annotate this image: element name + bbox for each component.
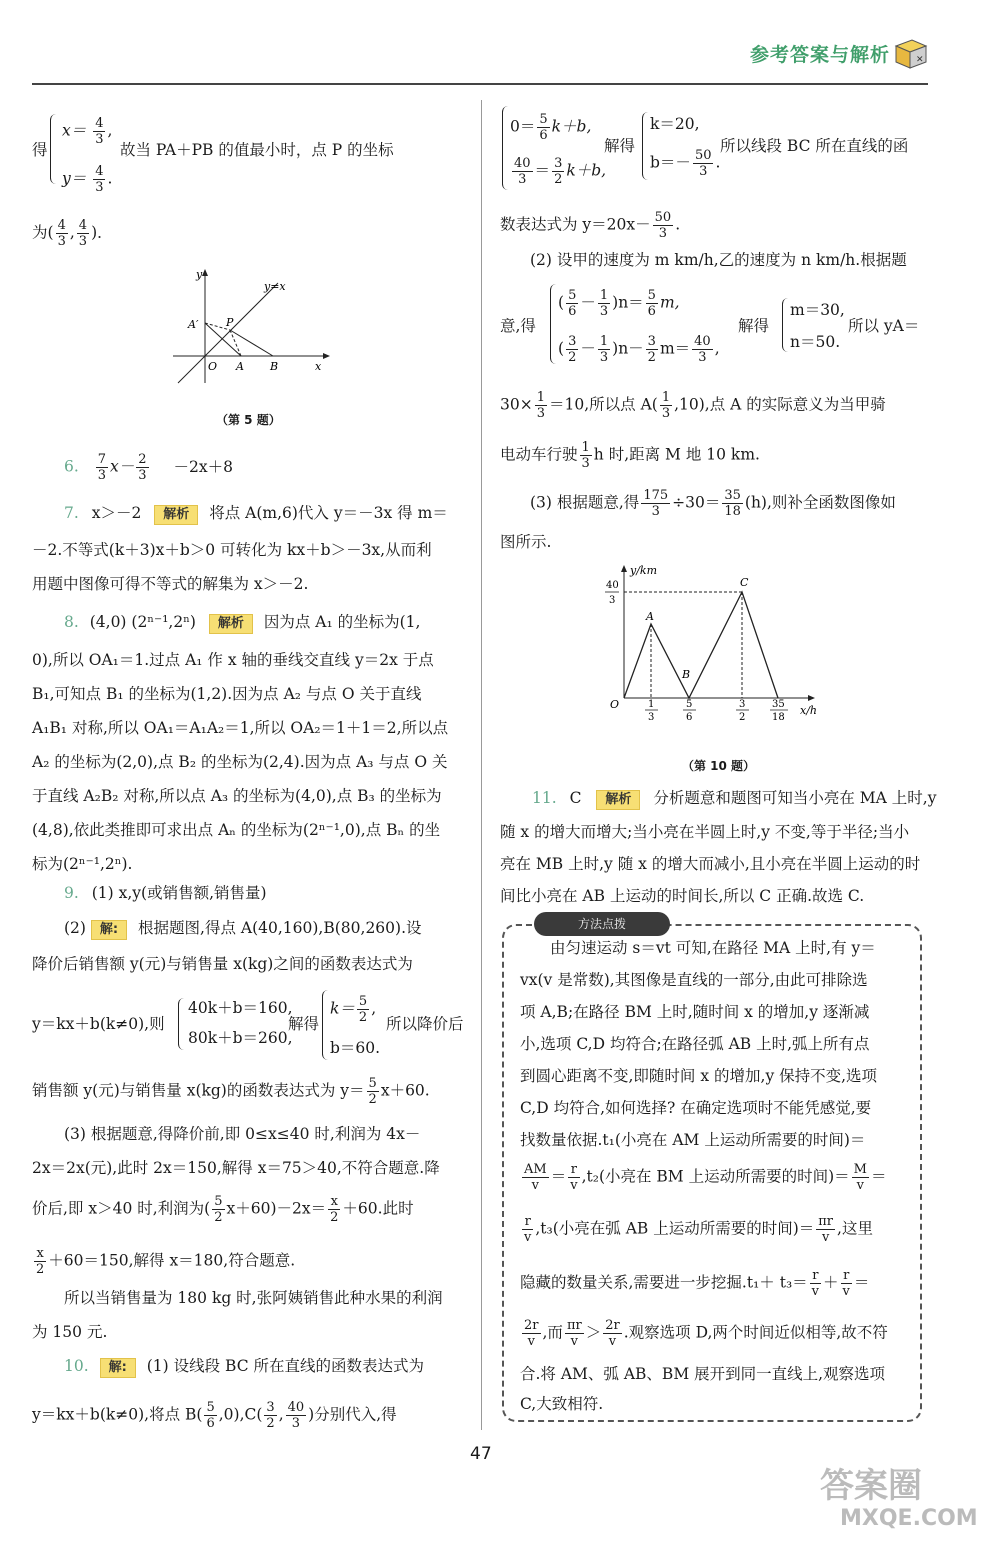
analysis-tag: 解析 [596, 790, 640, 810]
text-line: A₁B₁ 对称,所以 OA₁＝A₁A₂＝1,所以 OA₂＝1＋1＝2,所以点 [32, 719, 449, 737]
q8-line: 8. (4,0) (2ⁿ⁻¹,2ⁿ) 解析 因为点 A₁ 的坐标为(1, [64, 612, 420, 634]
fig10-tick: 35 [772, 699, 785, 710]
fig5-label-p: P [226, 316, 234, 329]
fig10-tick: 3 [609, 595, 616, 606]
text-line: －2.不等式(k＋3)x＋b＞0 可转化为 kx＋b＞－3x,从而利 [32, 541, 432, 559]
text-line: 于直线 A₂B₂ 对称,所以点 A₃ 的坐标为(4,0),点 B₃ 的坐标为 [32, 787, 442, 805]
text-line: (4,8),依此类推即可求出点 Aₙ 的坐标为(2ⁿ⁻¹,0),点 Bₙ 的坐 [32, 821, 441, 839]
text-line: 所以 yA＝ [848, 317, 920, 335]
eq-line: $\frac{40}{3}$ ＝ $\frac{3}{2}$ k＋b, [514, 156, 607, 187]
tip-line: C,大致相符. [520, 1395, 604, 1413]
fig5-caption: （第 5 题） [216, 413, 281, 427]
text-line: 解得 [738, 317, 770, 335]
fig10-xlabel: x/h [800, 704, 817, 717]
text-line: 所以当销售量为 180 kg 时,张阿姨销售此种水果的利润 [64, 1289, 443, 1307]
tip-line: $\frac{AM}{v}$ ＝ $\frac{r}{v}$ ,t₂(小亮在 BM 上运动所需要的时间)＝ $\frac{M}{v}$ ＝ [524, 1162, 887, 1193]
eq-line: k＝ $\frac{5}{2}$ , [330, 994, 377, 1025]
eq-line: 0＝ $\frac{5}{6}$ k＋b, [510, 112, 592, 143]
text-line: 得 [32, 141, 48, 159]
text-line: 解得 [288, 1015, 320, 1033]
tip-line: 合.将 AM、弧 AB、BM 展开到同一直线上,观察选项 [520, 1365, 886, 1383]
text-line: (3) 根据题意,得降价前,即 0≤x≤40 时,利润为 4x－ [64, 1125, 421, 1143]
text-line: 2x＝2x(元),此时 2x＝150,解得 x＝75＞40,不符合题意.降 [32, 1159, 440, 1177]
page-number: 47 [470, 1444, 492, 1464]
figure-10 [596, 562, 836, 724]
text-line: 图所示. [500, 533, 552, 551]
watermark-brand: 答案圈 [820, 1466, 922, 1506]
eq-line: 80k＋b＝260, [188, 1029, 293, 1047]
eq-y: y＝ [62, 169, 87, 188]
text-line: y＝kx＋b(k≠0),则 [32, 1015, 165, 1033]
tip-line: 隐藏的数量关系,需要进一步挖掘.t₁＋ t₃＝ $\frac{r}{v}$ ＋ $\frac{r}{v}$ ＝ [520, 1268, 870, 1299]
q9-1-line: 9. (1) x,y(或销售额,销售量) [64, 884, 267, 902]
text-line: 亮在 MB 上时,y 随 x 的增大而减小,且小亮在半圆上运动的时 [500, 855, 921, 873]
fig10-label-c: C [740, 576, 749, 589]
tip-line: $\frac{2r}{v}$ ,而 $\frac{\pi r}{v}$ ＞ $\frac{2r}{v}$ .观察选项 D,两个时间近似相等,故不符 [524, 1318, 888, 1349]
text-line: 销售额 y(元)与销售量 x(kg)的函数表达式为 y＝ $\frac{5}{2}$ x＋60. [32, 1076, 430, 1107]
fig10-tick: 40 [606, 580, 619, 591]
text-line: B₁,可知点 B₁ 的坐标为(1,2).因为点 A₂ 与点 O 关于直线 [32, 685, 422, 703]
fig5-label-a: A [236, 360, 244, 373]
eq-line: b＝－ $\frac{50}{3}$ . [650, 148, 721, 179]
text-line: 数表达式为 y＝20x－ $\frac{50}{3}$ . [500, 210, 681, 241]
tip-line: 到圆心距离不变,即随时间 x 的增加,y 保持不变,选项 [520, 1067, 878, 1085]
eq-line: k＝20, [650, 115, 700, 133]
text-line: 为( $\frac{4}{3}$ , $\frac{4}{3}$ )． [32, 218, 113, 249]
fig10-caption: （第 10 题） [682, 759, 756, 773]
text-line: 间比小亮在 AB 上运动的时间长,所以 C 正确.故选 C. [500, 887, 865, 905]
fig10-tick: 3 [739, 699, 746, 710]
fig5-label-o: O [208, 360, 218, 373]
text-line: (3) 根据题意,得 $\frac{175}{3}$ ÷30＝ $\frac{35}{18}$ (h),则补全函数图像如 [530, 488, 896, 519]
solution-tag: 解: [100, 1358, 136, 1378]
tip-line: vx(v 是常数),其图像是直线的一部分,由此可排除选 [520, 971, 868, 989]
analysis-tag: 解析 [209, 614, 253, 634]
text-line: A₂ 的坐标为(2,0),点 B₂ 的坐标为(2,4).因为点 A₃ 与点 O 关 [32, 753, 448, 771]
fig10-ylabel: y/km [630, 564, 658, 577]
fig5-label-x: x [315, 360, 322, 373]
text-line: 随 x 的增大而增大;当小亮在半圆上时,y 不变,等于半径;当小 [500, 823, 910, 841]
eq-line: n＝50. [790, 333, 841, 351]
eq-line: 40k＋b＝160, [188, 999, 293, 1017]
fig10-tick: 5 [686, 699, 693, 710]
fig10-tick: 3 [648, 712, 655, 723]
fig5-label-y: y [196, 268, 203, 281]
text-line: 为 150 元. [32, 1323, 108, 1341]
text-line: $\frac{x}{2}$ ＋60＝150,解得 x＝180,符合题意. [36, 1246, 296, 1277]
q7-line: 7. x＞－2 解析 将点 A(m,6)代入 y＝－3x 得 m＝ [64, 503, 448, 525]
text-line: 降价后销售额 y(元)与销售量 x(kg)之间的函数表达式为 [32, 955, 413, 973]
text-line: 所以降价后 [386, 1015, 464, 1033]
text-line: 所以线段 BC 所在直线的函 [720, 137, 909, 155]
text-line: 价后,即 x＞40 时,利润为( $\frac{5}{2}$ x＋60)－2x＝ $\frac{x}{2}$ ＋60.此时 [32, 1194, 414, 1225]
analysis-tag: 解析 [154, 505, 198, 525]
text-line: 0),所以 OA₁＝1.过点 A₁ 作 x 轴的垂线交直线 y＝2x 于点 [32, 651, 434, 669]
fig10-tick: 1 [648, 699, 655, 710]
fig5-label-yx: y=x [264, 280, 286, 293]
eq-line: m＝30, [790, 301, 845, 319]
text-line: 用题中图像可得不等式的解集为 x＞－2. [32, 575, 309, 593]
header-title: 参考答案与解析 [749, 44, 890, 66]
fig5-label-b: B [270, 360, 279, 373]
fig10-tick: 18 [772, 712, 785, 723]
q10-line: 10. 解: (1) 设线段 BC 所在直线的函数表达式为 [64, 1356, 424, 1378]
text-line: 电动车行驶 $\frac{1}{3}$ h 时,距离 M 地 10 km. [500, 440, 760, 471]
frac-4-3: $\frac{4}{3}$ [95, 116, 104, 147]
text-line: 解得 [604, 137, 636, 155]
text-line: 故当 PA＋PB 的值最小时，点 P 的坐标 [120, 141, 394, 159]
fig10-tick: 6 [686, 712, 693, 723]
text-line: 30× $\frac{1}{3}$ ＝10,所以点 A( $\frac{1}{3}$ ,10),点 A 的实际意义为当甲骑 [500, 390, 886, 421]
eq-line: ( $\frac{5}{6}$ － $\frac{1}{3}$ )n＝ $\frac{5}{6}$ m, [558, 288, 680, 319]
tip-line: 找数量依据.t₁(小亮在 AM 上运动所需要的时间)＝ [520, 1131, 866, 1149]
q6-line: 6. $\frac{7}{3}$ x－ $\frac{2}{3}$ －2x＋8 [64, 452, 233, 483]
tip-line: 由匀速运动 s＝vt 可知,在路径 MA 上时,有 y＝ [550, 939, 876, 957]
fig5-label-a1: A′ [188, 318, 199, 331]
tip-badge: 方法点拨 [534, 912, 670, 936]
q9-2-line: (2) 解: 根据题图,得点 A(40,160),B(80,260).设 [64, 918, 422, 940]
fig10-label-o: O [610, 698, 620, 711]
text-line: 标为(2ⁿ⁻¹,2ⁿ). [32, 855, 133, 873]
text-line: 意,得 [500, 317, 536, 335]
fig10-tick: 2 [739, 712, 746, 723]
eq-x: x＝ [62, 121, 87, 140]
left-column: x＝ $\frac{4}{3}$ , 得 故当 PA＋PB 的值最小时，点 P 的坐标 y＝ $\frac{4}{3}$ . 为( $\frac{4}{3}$ , $\frac{4}{3}$ )． y y=x A′ P O A B x （第 5 题） 6. $\frac{7}{3}$ x－ $\frac{2}{3}$ －2x＋8 7. x＞－2 解析 将点 A(m,6)代入 y＝－3x 得 m＝ －2.不等式(k＋3)x＋b＞0 可转化为 kx＋b＞－3x,从而利 用题中图像可得不等式的解集为 x＞－2. 8. (4,0) (2ⁿ⁻¹,2ⁿ) 解析 因为点 A₁ 的坐标为(1, 0),所以 OA₁＝1.过点 A₁ 作 x 轴的垂线交直线 y＝2x 于点 B₁,可知点 B₁ 的坐标为(1,2).因为点 A₂ 与点 O 关于直线 A₁B₁ 对称,所以 OA₁＝A₁A₂＝1,所以 OA₂＝1＋1＝2,所以点 A₂ 的坐标为(2,0),点 B₂ 的坐标为(2,4).因为点 A₃ 与点 O 关 于直线 A₂B₂ 对称,所以点 A₃ 的坐标为(4,0),点 B₃ 的坐标为 (4,8),依此类推即可求出点 Aₙ 的坐标为(2ⁿ⁻¹,0),点 Bₙ 的坐 标为(2ⁿ⁻¹,2ⁿ). 9. (1) x,y(或销售额,销售量) (2) 解: 根据题图,得点 A(40,160),B(80,260).设 降价后销售额 y(元)与销售量 x(kg)之间的函数表达式为 y＝kx＋b(k≠0),则 40k＋b＝160, 80k＋b＝260, 解得 k＝ $\frac{5}{2}$ , b＝60. 所以降价后 销售额 y(元)与销售量 x(kg)的函数表达式为 y＝ $\frac{5}{2}$ x＋60. (3) 根据题意,得降价前,即 0≤x≤40 时,利润为 4x－ 2x＝2x(元),此时 2x＝150,解得 x＝75＞40,不符合题意.降 价后,即 x＞40 时,利润为( $\frac{5}{2}$ x＋60)－2x＝ $\frac{x}{2}$ ＋60.此时 $\frac{x}{2}$ ＋60＝150,解得 x＝180,符合题意. 所以当销售量为 180 kg 时,张阿姨销售此种水果的利润 为 150 元. 10. 解: (1) 设线段 BC 所在直线的函数表达式为 y＝kx＋b(k≠0),将点 B( $\frac{5}{6}$ ,0),C( $\frac{3}{2}$ , $\frac{40}{3}$ )分别代入,得 [32, 116, 464, 1431]
tip-line: 项 A,B;在路径 BM 上时,随时间 x 的增加,y 逐渐减 [520, 1003, 870, 1021]
tip-line: $\frac{r}{v}$ ,t₃(小亮在弧 AB 上运动所需要的时间)＝ $\frac{\pi r}{v}$ ,这里 [524, 1214, 873, 1245]
frac-4-3: $\frac{4}{3}$ [95, 164, 104, 195]
tip-line: C,D 均符合,如何选择? 在确定选项时不能凭感觉,要 [520, 1099, 872, 1117]
q11-line: 11. C 解析 分析题意和题图可知当小亮在 MA 上时,y [532, 788, 936, 810]
solution-tag: 解: [91, 920, 127, 940]
tip-line: 小,选项 C,D 均符合;在路径弧 AB 上时,弧上所有点 [520, 1035, 870, 1053]
watermark-url: MXQE.COM [840, 1506, 978, 1531]
eq-line: ( $\frac{3}{2}$ － $\frac{1}{3}$ )n－ $\frac{3}{2}$ m＝ $\frac{40}{3}$ , [558, 334, 720, 365]
fig10-label-b: B [682, 668, 691, 681]
fig10-label-a: A [646, 610, 654, 623]
text-line: y＝kx＋b(k≠0),将点 B( $\frac{5}{6}$ ,0),C( $\frac{3}{2}$ , $\frac{40}{3}$ )分别代入,得 [32, 1400, 397, 1431]
svg-text:✕: ✕ [916, 55, 924, 65]
eq-line: b＝60. [330, 1039, 381, 1057]
text-line: (2) 设甲的速度为 m km/h,乙的速度为 n km/h.根据题 [530, 251, 907, 269]
